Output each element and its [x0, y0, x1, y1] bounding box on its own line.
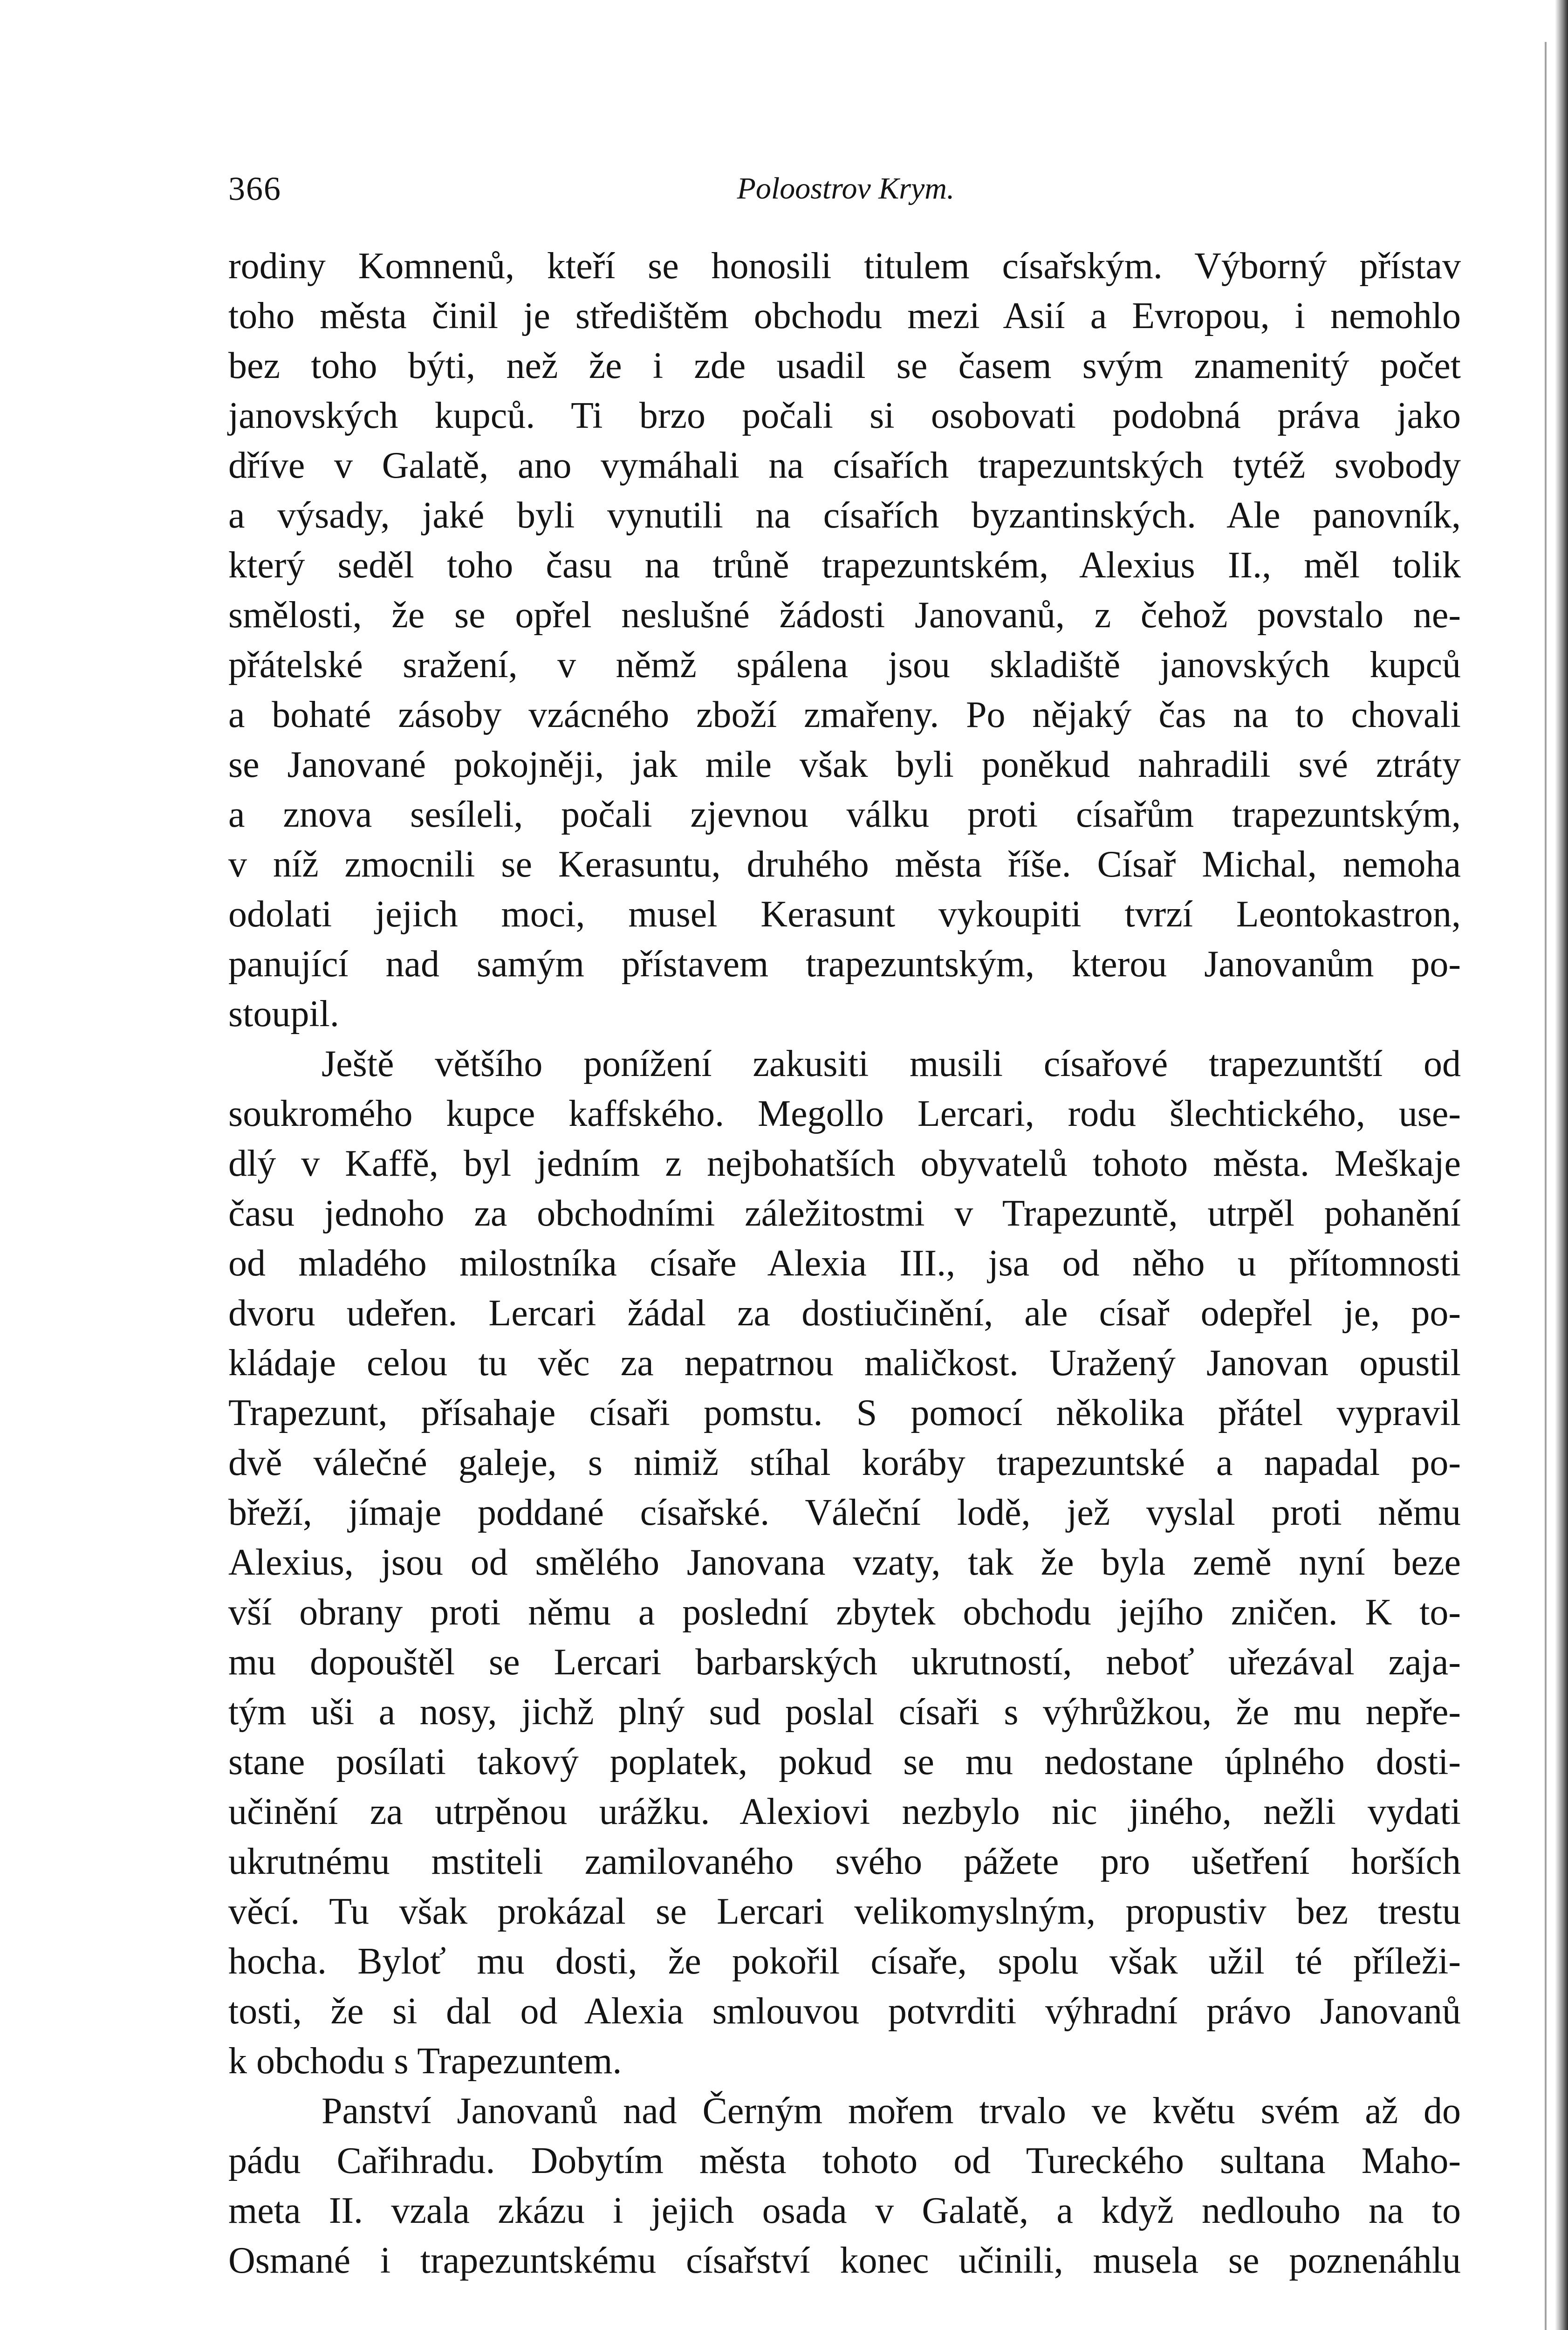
- text-line: bez toho býti, než že i zde usadil se časem svým znamenitý počet: [228, 345, 1461, 386]
- text-line: smělosti, že se opřel neslušné žádosti Janovanů, z čehož povstalo ne-: [228, 595, 1461, 636]
- text-line: stane posílati takový poplatek, pokud se mu nedostane úplného dosti-: [228, 1741, 1461, 1782]
- text-line: odolati jejich moci, musel Kerasunt vykoupiti tvrzí Leontokastron,: [228, 894, 1461, 935]
- text-line: času jednoho za obchodními záležitostmi v Trapezuntě, utrpěl pohanění: [228, 1193, 1461, 1234]
- text-line: tým uši a nosy, jichž plný sud poslal císaři s výhrůžkou, že mu nepře-: [228, 1692, 1461, 1733]
- text-line: od mladého milostníka císaře Alexia III., jsa od něho u přítomnosti: [228, 1243, 1461, 1284]
- body-text: [228, 241, 1461, 2286]
- text-line: učinění za utrpěnou urážku. Alexiovi nezbylo nic jiného, nežli vydati: [228, 1791, 1461, 1832]
- text-line: Trapezunt, přísahaje císaři pomstu. S pomocí několika přátel vypravil: [228, 1392, 1461, 1433]
- text-line: rodiny Komnenů, kteří se honosili titulem císařským. Výborný přístav: [228, 246, 1461, 287]
- text-line: břeží, jímaje poddané císařské. Váleční lodě, jež vyslal proti němu: [228, 1492, 1461, 1533]
- text-line: panující nad samým přístavem trapezuntským, kterou Janovanům po-: [228, 944, 1461, 985]
- text-line: dvě válečné galeje, s nimiž stíhal koráby trapezuntské a napadal po-: [228, 1442, 1461, 1483]
- running-title: Poloostrov Krym.: [737, 171, 955, 206]
- text-line: ukrutnému mstiteli zamilovaného svého pážete pro ušetření horších: [228, 1841, 1461, 1882]
- text-line: a výsady, jaké byli vynutili na císařích byzantinských. Ale panovník,: [228, 495, 1461, 536]
- text-line: Alexius, jsou od smělého Janovana vzaty, tak že byla země nyní beze: [228, 1542, 1461, 1583]
- text-line: dvoru udeřen. Lercari žádal za dostiučinění, ale císař odepřel je, po-: [228, 1293, 1461, 1334]
- text-line: Osmané i trapezuntskému císařství konec učinili, musela se poznenáhlu: [228, 2240, 1461, 2281]
- text-line: přátelské sražení, v němž spálena jsou skladiště janovských kupců: [228, 644, 1461, 685]
- text-line: Ještě většího ponížení zakusiti musili císařové trapezuntští od: [322, 1043, 1461, 1084]
- text-line: dříve v Galatě, ano vymáhali na císařích trapezuntských tytéž svobody: [228, 445, 1461, 486]
- page-edge-line: [1545, 42, 1547, 2330]
- text-line: tosti, že si dal od Alexia smlouvou potvrditi výhradní právo Janovanů: [228, 1991, 1461, 2032]
- text-line: věcí. Tu však prokázal se Lercari velikomyslným, propustiv bez trestu: [228, 1891, 1461, 1932]
- page-number: 366: [228, 170, 281, 207]
- text-line: hocha. Byloť mu dosti, že pokořil císaře, spolu však užil té příleži-: [228, 1941, 1461, 1982]
- text-line: a znova sesíleli, počali zjevnou válku proti císařům trapezuntským,: [228, 794, 1461, 835]
- text-line: mu dopouštěl se Lercari barbarských ukrutností, neboť uřezával zaja-: [228, 1642, 1461, 1683]
- text-line: stoupil.: [228, 994, 339, 1035]
- text-line: kládaje celou tu věc za nepatrnou maličkost. Uražený Janovan opustil: [228, 1343, 1461, 1384]
- text-line: toho města činil je středištěm obchodu mezi Asií a Evropou, i nemohlo: [228, 295, 1461, 336]
- text-line: a bohaté zásoby vzácného zboží zmařeny. Po nějaký čas na to chovali: [228, 694, 1461, 735]
- text-line: v níž zmocnili se Kerasuntu, druhého města říše. Císař Michal, nemoha: [228, 844, 1461, 885]
- text-line: Panství Janovanů nad Černým mořem trvalo ve květu svém až do: [322, 2090, 1461, 2131]
- text-line: dlý v Kaffě, byl jedním z nejbohatších obyvatelů tohoto města. Meškaje: [228, 1143, 1461, 1184]
- text-line: vší obrany proti němu a poslední zbytek obchodu jejího zničen. K to-: [228, 1592, 1461, 1633]
- text-line: který seděl toho času na trůně trapezuntském, Alexius II., měl tolik: [228, 545, 1461, 586]
- page-header: [228, 163, 1463, 214]
- text-line: soukromého kupce kaffského. Megollo Lercari, rodu šlechtického, use-: [228, 1093, 1461, 1134]
- text-line: se Janované pokojněji, jak mile však byli poněkud nahradili své ztráty: [228, 744, 1461, 785]
- text-line: meta II. vzala zkázu i jejich osada v Galatě, a když nedlouho na to: [228, 2190, 1461, 2231]
- page-edge-shadow: [1555, 0, 1568, 2330]
- text-line: pádu Cařihradu. Dobytím města tohoto od Tureckého sultana Maho-: [228, 2140, 1461, 2181]
- text-line: k obchodu s Trapezuntem.: [228, 2041, 622, 2082]
- text-line: janovských kupců. Ti brzo počali si osobovati podobná práva jako: [228, 395, 1461, 436]
